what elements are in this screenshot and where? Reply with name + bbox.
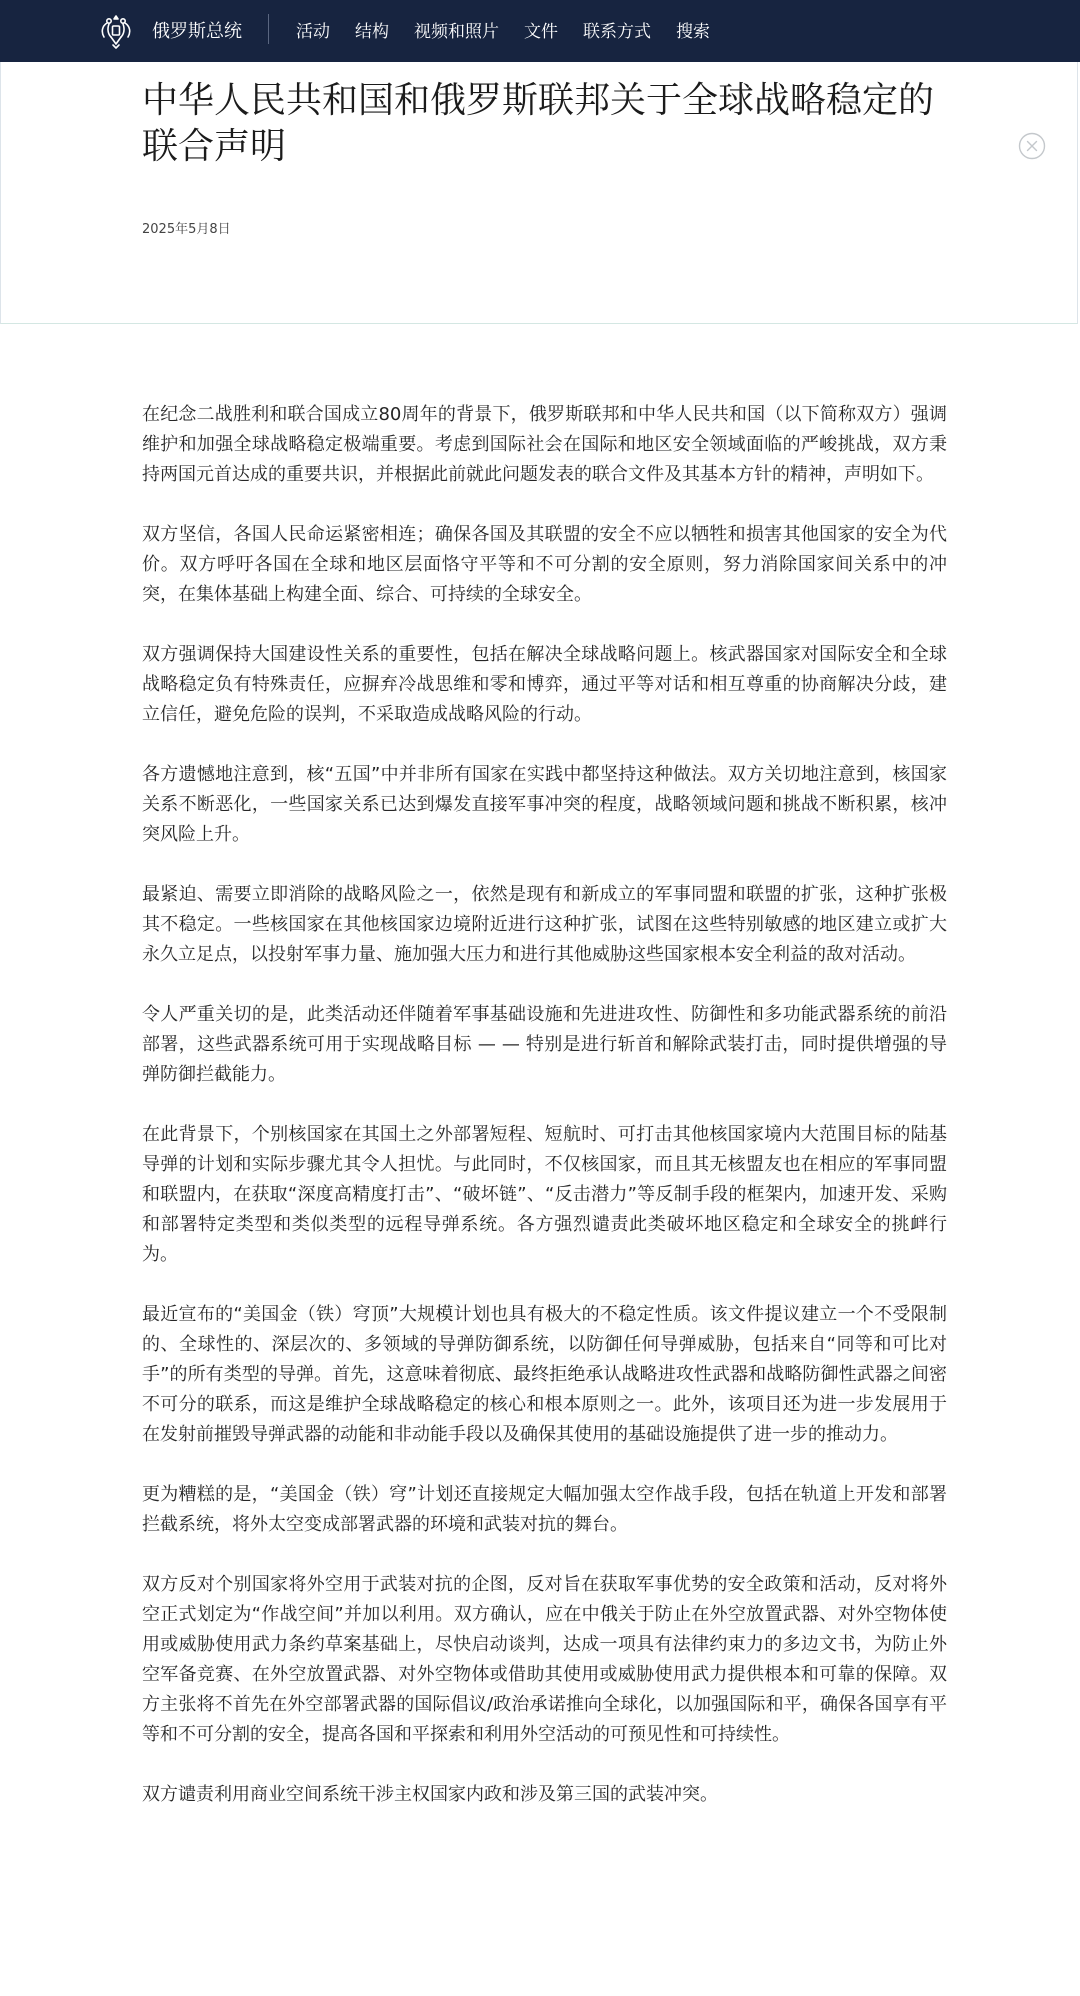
main-nav: [296, 17, 710, 42]
article-body: [142, 400, 947, 1840]
nav-item-documents[interactable]: 文件: [524, 22, 558, 42]
site-name[interactable]: 俄罗斯总统: [152, 21, 242, 42]
nav-item-structure[interactable]: 结构: [355, 22, 389, 42]
article-date: 2025年5月8日: [142, 222, 231, 237]
article-title: 中华人民共和国和俄罗斯联邦关于全球战略稳定的联合声明: [142, 80, 935, 167]
nav-item-videos-photos[interactable]: 视频和照片: [414, 22, 499, 42]
paragraph: 在此背景下，个别核国家在其国土之外部署短程、短航时、可打击其他核国家境内大范围目标的陆基导弹的计划和实际步骤尤其令人担忧。与此同时，不仅核国家，而且其无核盟友也在相应的军事同盟和联盟内，在获取“深度高精度打击”、“破坏链”、“反击潜力”等反制手段的框架内，加速开发、采购和部署特定类型和类似类型的远程导弹系统。各方强烈谴责此类破坏地区稳定和全球安全的挑衅行为。: [142, 1124, 947, 1265]
paragraph: 各方遗憾地注意到，核“五国”中并非所有国家在实践中都坚持这种做法。双方关切地注意到，核国家关系不断恶化，一些国家关系已达到爆发直接军事冲突的程度，战略领域问题和挑战不断积累，核冲突风险上升。: [142, 764, 947, 845]
nav-item-search[interactable]: 搜索: [676, 22, 710, 42]
nav-divider: [268, 14, 269, 44]
paragraph: 最紧迫、需要立即消除的战略风险之一，依然是现有和新成立的军事同盟和联盟的扩张，这种扩张极其不稳定。一些核国家在其他核国家边境附近进行这种扩张，试图在这些特别敏感的地区建立或扩大永久立足点，以投射军事力量、施加强大压力和进行其他威胁这些国家根本安全利益的敌对活动。: [142, 884, 947, 965]
paragraph: 在纪念二战胜利和联合国成立80周年的背景下，俄罗斯联邦和中华人民共和国（以下简称双方）强调维护和加强全球战略稳定极端重要。考虑到国际社会在国际和地区安全领域面临的严峻挑战，双方秉持两国元首达成的重要共识，并根据此前就此问题发表的联合文件及其基本方针的精神，声明如下。: [142, 404, 947, 485]
paragraph: 双方坚信，各国人民命运紧密相连；确保各国及其联盟的安全不应以牺牲和损害其他国家的安全为代价。双方呼吁各国在全球和地区层面恪守平等和不可分割的安全原则，努力消除国家间关系中的冲突，在集体基础上构建全面、综合、可持续的全球安全。: [142, 524, 947, 605]
top-navigation-bar: [0, 0, 1080, 62]
paragraph: 最近宣布的“美国金（铁）穹顶”大规模计划也具有极大的不稳定性质。该文件提议建立一个不受限制的、全球性的、深层次的、多领域的导弹防御系统，以防御任何导弹威胁，包括来自“同等和可比对手”的所有类型的导弹。首先，这意味着彻底、最终拒绝承认战略进攻性武器和战略防御性武器之间密不可分的联系，而这是维护全球战略稳定的核心和根本原则之一。此外，该项目还为进一步发展用于在发射前摧毁导弹武器的动能和非动能手段以及确保其使用的基础设施提供了进一步的推动力。: [142, 1304, 947, 1445]
paragraph: 令人严重关切的是，此类活动还伴随着军事基础设施和先进进攻性、防御性和多功能武器系统的前沿部署，这些武器系统可用于实现战略目标 — — 特别是进行斩首和解除武装打击，同时提供增强的导弹防御拦截能力。: [142, 1004, 947, 1085]
paragraph: 双方强调保持大国建设性关系的重要性，包括在解决全球战略问题上。核武器国家对国际安全和全球战略稳定负有特殊责任，应摒弃冷战思维和零和博弈，通过平等对话和相互尊重的协商解决分歧，建立信任，避免危险的误判，不采取造成战略风险的行动。: [142, 644, 947, 725]
nav-item-events[interactable]: 活动: [296, 22, 330, 42]
paragraph: 双方反对个别国家将外空用于武装对抗的企图，反对旨在获取军事优势的安全政策和活动，反对将外空正式划定为“作战空间”并加以利用。双方确认，应在中俄关于防止在外空放置武器、对外空物体使用或威胁使用武力条约草案基础上，尽快启动谈判，达成一项具有法律约束力的多边文书，为防止外空军备竞赛、在外空放置武器、对外空物体或借助其使用或威胁使用武力提供根本和可靠的保障。双方主张将不首先在外空部署武器的国际倡议/政治承诺推向全球化，以加强国际和平，确保各国享有平等和不可分割的安全，提高各国和平探索和利用外空活动的可预见性和可持续性。: [142, 1574, 947, 1745]
paragraph: 双方谴责利用商业空间系统干涉主权国家内政和涉及第三国的武装冲突。: [142, 1784, 718, 1805]
paragraph: 更为糟糕的是，“美国金（铁）穹”计划还直接规定大幅加强太空作战手段，包括在轨道上开发和部署拦截系统，将外太空变成部署武器的环境和武装对抗的舞台。: [142, 1484, 947, 1535]
close-circle-icon[interactable]: [1018, 132, 1046, 160]
double-headed-eagle-icon[interactable]: [98, 10, 134, 50]
nav-item-contacts[interactable]: 联系方式: [583, 22, 651, 42]
